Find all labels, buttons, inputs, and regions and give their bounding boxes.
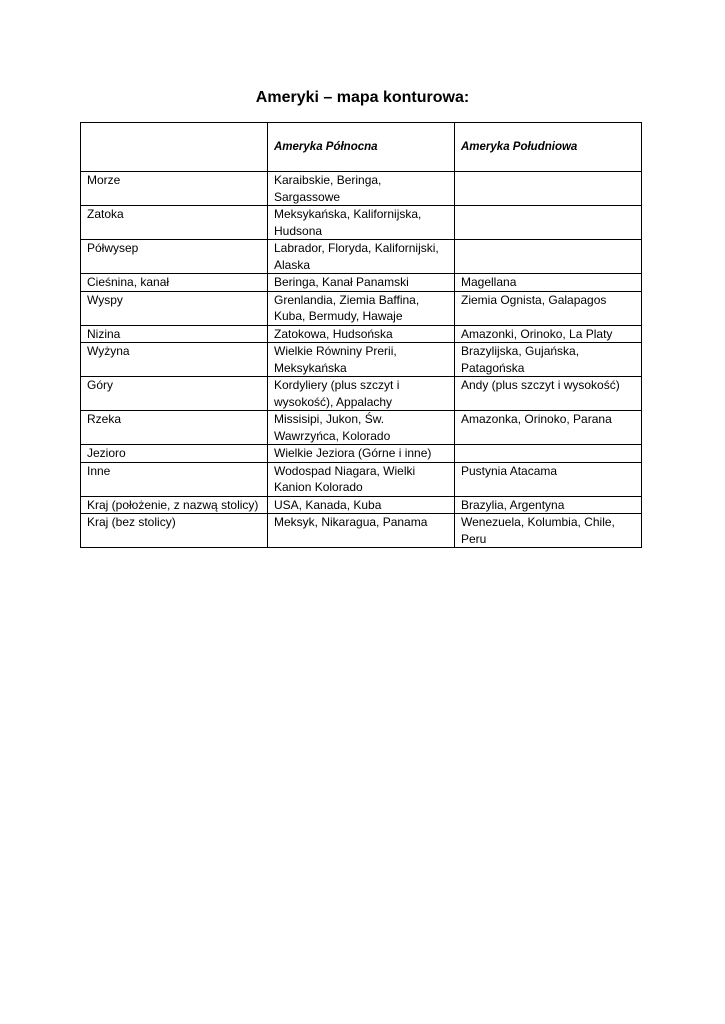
north-america-cell: Zatokowa, Hudsońska: [268, 325, 455, 343]
table-row: [81, 462, 642, 496]
south-america-cell: Brazylia, Argentyna: [455, 496, 642, 514]
north-america-cell: Wielkie Jeziora (Górne i inne): [268, 445, 455, 463]
south-america-cell: [455, 445, 642, 463]
south-america-cell: Pustynia Atacama: [455, 462, 642, 496]
table-row: [81, 445, 642, 463]
category-cell: Jezioro: [81, 445, 268, 463]
table-row: [81, 325, 642, 343]
table-row: [81, 496, 642, 514]
table-row: [81, 291, 642, 325]
category-cell: Nizina: [81, 325, 268, 343]
category-cell: Inne: [81, 462, 268, 496]
table-row: [81, 411, 642, 445]
north-america-cell: Labrador, Floryda, Kalifornijski, Alaska: [268, 240, 455, 274]
table-row: [81, 377, 642, 411]
category-cell: Wyżyna: [81, 343, 268, 377]
table-row: [81, 274, 642, 292]
north-america-cell: USA, Kanada, Kuba: [268, 496, 455, 514]
north-america-cell: Grenlandia, Ziemia Baffina, Kuba, Bermudy, Hawaje: [268, 291, 455, 325]
category-cell: Cieśnina, kanał: [81, 274, 268, 292]
south-america-cell: Ziemia Ognista, Galapagos: [455, 291, 642, 325]
north-america-cell: Kordyliery (plus szczyt i wysokość), Appalachy: [268, 377, 455, 411]
north-america-cell: Karaibskie, Beringa, Sargassowe: [268, 172, 455, 206]
north-america-cell: Wielkie Równiny Prerii, Meksykańska: [268, 343, 455, 377]
category-cell: Kraj (położenie, z nazwą stolicy): [81, 496, 268, 514]
south-america-cell: Magellana: [455, 274, 642, 292]
header-cell-north-america: Ameryka Północna: [268, 123, 455, 172]
south-america-cell: Wenezuela, Kolumbia, Chile, Peru: [455, 514, 642, 548]
table-row: [81, 240, 642, 274]
category-cell: Kraj (bez stolicy): [81, 514, 268, 548]
table-row: [81, 206, 642, 240]
south-america-cell: Amazonka, Orinoko, Parana: [455, 411, 642, 445]
table-header-row: [81, 123, 642, 172]
category-cell: Zatoka: [81, 206, 268, 240]
header-cell-south-america: Ameryka Południowa: [455, 123, 642, 172]
north-america-cell: Meksykańska, Kalifornijska, Hudsona: [268, 206, 455, 240]
table-row: [81, 172, 642, 206]
north-america-cell: Meksyk, Nikaragua, Panama: [268, 514, 455, 548]
category-cell: Góry: [81, 377, 268, 411]
north-america-cell: Beringa, Kanał Panamski: [268, 274, 455, 292]
south-america-cell: [455, 240, 642, 274]
category-cell: Wyspy: [81, 291, 268, 325]
geography-table: [80, 122, 642, 548]
south-america-cell: Brazylijska, Gujańska, Patagońska: [455, 343, 642, 377]
table-row: [81, 343, 642, 377]
header-cell-category: [81, 123, 268, 172]
south-america-cell: Andy (plus szczyt i wysokość): [455, 377, 642, 411]
north-america-cell: Wodospad Niagara, Wielki Kanion Kolorado: [268, 462, 455, 496]
category-cell: Morze: [81, 172, 268, 206]
south-america-cell: [455, 206, 642, 240]
category-cell: Rzeka: [81, 411, 268, 445]
south-america-cell: Amazonki, Orinoko, La Platy: [455, 325, 642, 343]
south-america-cell: [455, 172, 642, 206]
document-title: Ameryki – mapa konturowa:: [255, 89, 470, 106]
category-cell: Półwysep: [81, 240, 268, 274]
table-row: [81, 514, 642, 548]
north-america-cell: Missisipi, Jukon, Św. Wawrzyńca, Kolorado: [268, 411, 455, 445]
